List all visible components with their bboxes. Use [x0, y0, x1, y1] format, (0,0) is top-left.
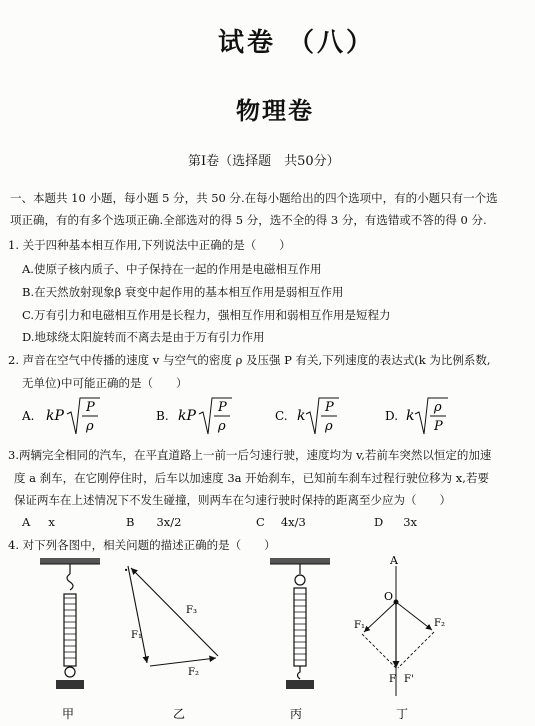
figure-yi-f3-label: F₃: [186, 605, 197, 616]
q2-option-c-den: ρ: [325, 419, 333, 434]
figure-bing-label: 丙: [290, 707, 303, 721]
q2-option-a-num: P: [86, 400, 95, 415]
q2-option-c-label: C.: [275, 409, 288, 423]
q2-option-b-den: ρ: [218, 419, 226, 434]
paper-subtitle: 物理卷: [236, 97, 314, 125]
q2-option-a: [21, 398, 100, 434]
q3-stem-line-2: 度 a 刹车，在它刚停住时，后车以加速度 3a 开始刹车，已知前车刹车过程行驶位移为 x,若要: [14, 471, 489, 485]
q3-stem-line-1: 3.两辆完全相同的汽车，在平直道路上一前一后匀速行驶，速度均为 v,若前车突然以恒定的加速: [8, 448, 492, 462]
q2-option-d-coef: k: [406, 408, 415, 424]
q3-option-a: [22, 515, 55, 529]
section-heading: 第Ⅰ卷（选择题 共50分）: [188, 154, 340, 169]
q3-option-a-label: A: [22, 515, 31, 529]
q3-option-d-label: D: [374, 515, 384, 529]
q1-option-b: B.在天然放射现象β 衰变中起作用的基本相互作用是弱相互作用: [22, 285, 344, 299]
q2-option-d: [385, 398, 448, 434]
instructions-line-1: 一、本题共 10 小题，每小题 5 分，共 50 分.在每小题给出的四个选项中，有的小题只有一个选: [10, 191, 498, 205]
q2-option-a-den: ρ: [86, 419, 94, 434]
q3-option-d-value: 3x: [403, 515, 418, 529]
q2-option-c-coef: k: [297, 408, 306, 424]
q3-option-d: [374, 515, 417, 529]
q2-option-b-num: P: [218, 400, 227, 415]
q3-stem-line-3: 保证两车在上述情况下不发生碰撞，则两车在匀速行驶时保持的距离至少应为（ ）: [14, 493, 451, 507]
q3-option-b: [126, 515, 181, 529]
q1-option-c: C.万有引力和电磁相互作用是长程力，强相互作用和弱相互作用是短程力: [22, 308, 391, 322]
figure-yi-f2-label: F₂: [188, 667, 199, 678]
figure-ding-f-label: F: [389, 674, 396, 685]
q4-stem: 4. 对下列各图中，相关问题的描述正确的是（ ）: [8, 538, 276, 552]
q2-option-d-den: P: [434, 419, 443, 434]
q2-option-b-coef: kP: [178, 408, 196, 424]
q2-option-c-num: P: [325, 400, 334, 415]
figure-ding-label: 丁: [396, 707, 409, 721]
q3-option-c: [256, 515, 306, 529]
figure-ding-f2-label: F₂: [434, 618, 445, 629]
q3-option-c-label: C: [256, 515, 265, 529]
instructions-line-2: 项正确，有的有多个选项正确.全部选对的得 5 分，选不全的得 3 分，有选错或不答的得 0 分.: [10, 213, 487, 227]
svg-text:·: ·: [124, 563, 129, 577]
q2-option-a-label: A.: [22, 409, 35, 423]
q1-option-d: D.地球绕太阳旋转而不离去是由于万有引力作用: [22, 330, 265, 344]
q2-stem-line-1: 2. 声音在空气中传播的速度 v 与空气的密度 ρ 及压强 P 有关,下列速度的表达式(k 为比例系数,: [8, 353, 491, 367]
q1-stem: 1. 关于四种基本相互作用,下列说法中正确的是（ ）: [8, 238, 291, 252]
figure-yi-f1-label: F₁: [131, 630, 142, 641]
figure-jia-label: 甲: [62, 707, 75, 721]
figure-ding-o-label: O: [384, 590, 394, 603]
q3-option-b-value: 3x/2: [156, 515, 182, 529]
q4-figures: [0, 548, 535, 726]
q2-formula-options: [0, 388, 535, 452]
q2-option-b-label: B.: [156, 409, 169, 423]
q2-stem-line-2: 无单位)中可能正确的是（ ）: [22, 376, 188, 390]
figure-ding-fprime-label: F': [404, 674, 414, 685]
figure-bing: [270, 558, 330, 721]
q3-option-a-value: x: [48, 515, 55, 529]
figure-jia: [40, 558, 100, 721]
paper-title: 试卷 （八）: [218, 28, 376, 58]
q2-option-c: [275, 398, 339, 434]
q3-option-b-label: B: [126, 515, 135, 529]
figure-ding-a-label: A: [390, 554, 398, 567]
figure-yi-label: 乙: [173, 707, 186, 721]
figure-ding-f1-label: F₁: [354, 620, 365, 631]
figure-ding: [354, 554, 445, 721]
q2-option-d-label: D.: [385, 409, 399, 423]
q1-option-a: A.使原子核内质子、中子保持在一起的作用是电磁相互作用: [22, 262, 322, 276]
q3-option-c-value: 4x/3: [280, 515, 306, 529]
q2-option-a-coef: kP: [46, 408, 64, 424]
q2-option-b: [156, 398, 232, 434]
figure-yi: [124, 563, 218, 721]
q2-option-d-num: ρ: [434, 400, 442, 415]
